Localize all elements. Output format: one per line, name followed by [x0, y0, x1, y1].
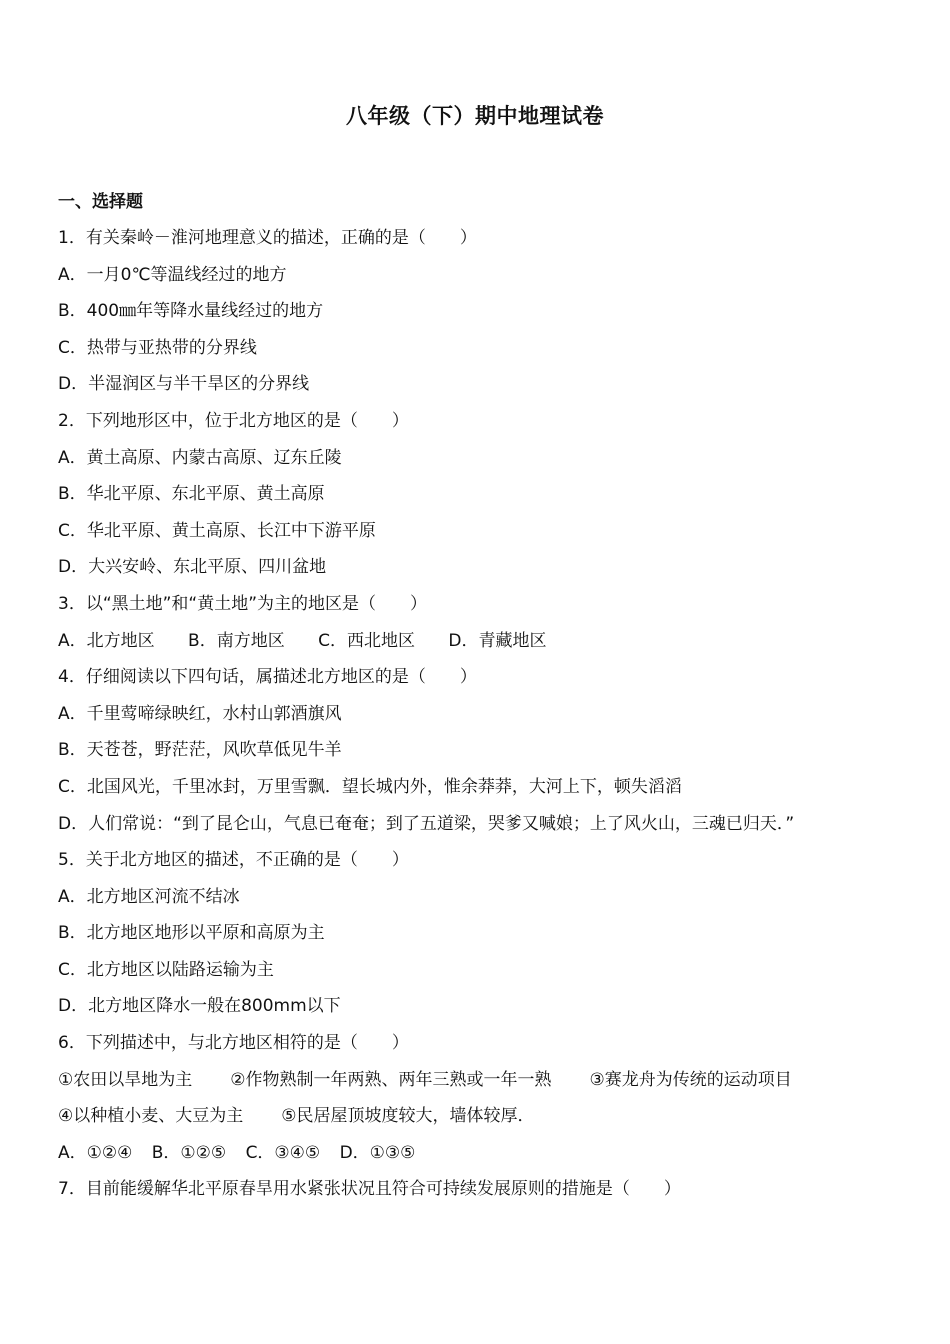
question-3-option-d: D．青藏地区	[448, 630, 547, 651]
page-title: 八年级（下）期中地理试卷	[346, 104, 604, 128]
question-6-statement-3: ③赛龙舟为传统的运动项目	[589, 1069, 792, 1090]
question-6-option-b: B．①②⑤	[151, 1142, 227, 1163]
question-2-option-b: B．华北平原、东北平原、黄土高原	[58, 484, 325, 505]
question-5-option-d: D．北方地区降水一般在800mm以下	[58, 996, 341, 1017]
question-5-option-c: C．北方地区以陆路运输为主	[58, 959, 274, 980]
question-3-option-b: B．南方地区	[188, 630, 285, 651]
question-4-option-b: B．天苍苍，野茫茫，风吹草低见牛羊	[58, 740, 342, 761]
question-3-options	[58, 626, 928, 663]
question-1-option-c: C．热带与亚热带的分界线	[58, 337, 257, 358]
question-5-stem: 5．关于北方地区的描述，不正确的是（ ）	[58, 850, 409, 871]
section-heading: 一、选择题	[58, 192, 143, 212]
question-6-statement-4: ④以种植小麦、大豆为主	[58, 1106, 244, 1127]
question-4-option-a: A．千里莺啼绿映红，水村山郭酒旗风	[58, 703, 342, 724]
question-2-option-d: D．大兴安岭、东北平原、四川盆地	[58, 557, 327, 578]
question-6-statement-1: ①农田以旱地为主	[58, 1069, 193, 1090]
question-1-option-d: D．半湿润区与半干旱区的分界线	[58, 374, 310, 395]
question-3-option-a: A．北方地区	[58, 630, 155, 651]
question-6-statement-5: ⑤民居屋顶坡度较大，墙体较厚．	[281, 1106, 535, 1127]
question-4-option-c: C．北国风光，千里冰封，万里雪飘．望长城内外，惟余莽莽，大河上下，顿失滔滔	[58, 776, 682, 797]
question-6-statement-2: ②作物熟制一年两熟、两年三熟或一年一熟	[230, 1069, 552, 1090]
question-2-option-a: A．黄土高原、内蒙古高原、辽东丘陵	[58, 447, 342, 468]
question-6-statements-row-2	[58, 1101, 928, 1138]
question-2-stem: 2．下列地形区中，位于北方地区的是（ ）	[58, 410, 409, 431]
question-5-option-a: A．北方地区河流不结冰	[58, 886, 240, 907]
question-2-option-c: C．华北平原、黄土高原、长江中下游平原	[58, 520, 376, 541]
question-5-option-b: B．北方地区地形以平原和高原为主	[58, 923, 325, 944]
question-1-stem: 1．有关秦岭－淮河地理意义的描述，正确的是（ ）	[58, 228, 477, 248]
question-1-option-b: B．400㎜年等降水量线经过的地方	[58, 301, 324, 322]
question-list	[58, 223, 928, 1211]
question-6-stem: 6．下列描述中，与北方地区相符的是（ ）	[58, 1033, 409, 1054]
question-6-options	[58, 1138, 928, 1175]
question-3-stem: 3．以“黑土地”和“黄土地”为主的地区是（ ）	[58, 593, 428, 614]
question-7-stem: 7．目前能缓解华北平原春旱用水紧张状况且符合可持续发展原则的措施是（ ）	[58, 1179, 681, 1200]
question-6-option-a: A．①②④	[58, 1142, 133, 1163]
question-4-option-d: D．人们常说：“到了昆仑山，气息已奄奄；到了五道梁，哭爹又喊娘；上了风火山，三魂已归天．”	[58, 813, 795, 834]
question-6-option-d: D．①③⑤	[339, 1142, 416, 1163]
question-4-stem: 4．仔细阅读以下四句话，属描述北方地区的是（ ）	[58, 667, 477, 688]
question-6-option-c: C．③④⑤	[245, 1142, 321, 1163]
question-1-option-a: A．一月0℃等温线经过的地方	[58, 264, 287, 285]
question-6-statements-row-1	[58, 1065, 928, 1102]
question-3-option-c: C．西北地区	[318, 630, 415, 651]
